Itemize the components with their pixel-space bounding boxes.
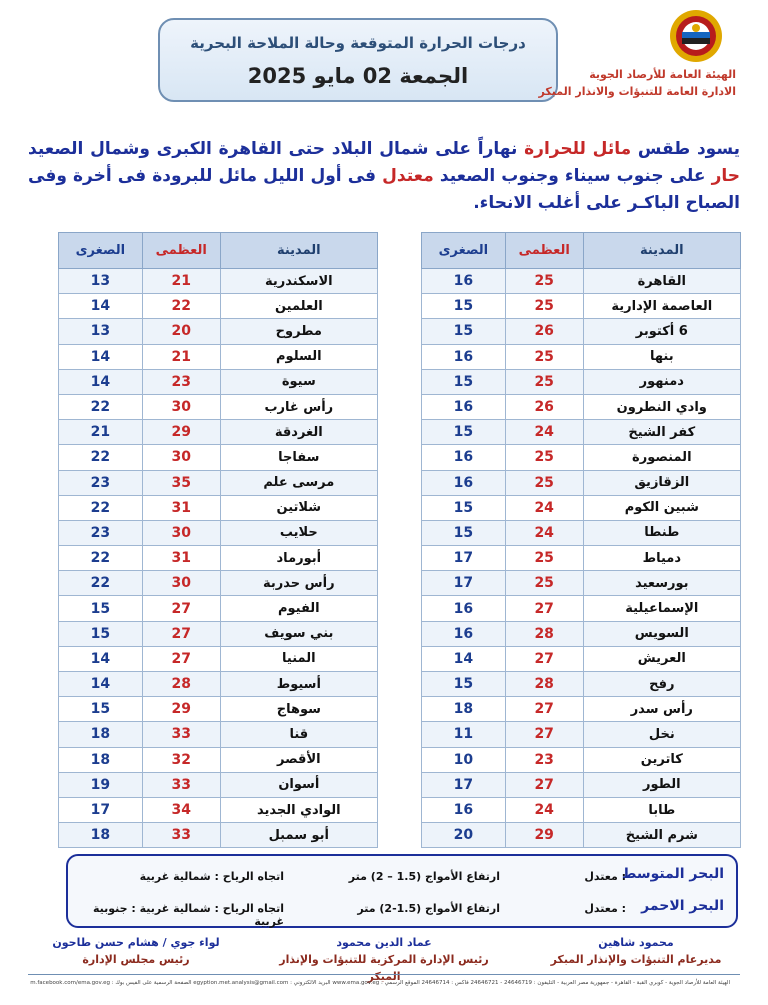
city-cell: العلمين [220,294,377,319]
min-temp-cell: 16 [422,394,506,419]
max-temp-cell: 21 [142,269,220,294]
max-temp-cell: 27 [142,646,220,671]
table-row [422,772,741,797]
min-temp-cell: 21 [59,420,143,445]
bulletin-title: درجات الحرارة المتوقعة وحالة الملاحة البحرية [190,34,526,52]
table-row [59,445,378,470]
city-cell: مطروح [220,319,377,344]
table-row [422,571,741,596]
city-cell: الطور [583,772,740,797]
temperature-table-left [58,232,378,848]
table-row [422,596,741,621]
sea-state-mediterranean: : معتدل [584,870,626,883]
city-cell: رأس غارب [220,394,377,419]
city-cell: سيوة [220,369,377,394]
signature-name: محمود شاهين [598,936,674,949]
min-temp-cell: 14 [59,344,143,369]
max-temp-cell: 23 [505,747,583,772]
city-cell: الاسكندرية [220,269,377,294]
table-row [59,747,378,772]
city-cell: العريش [583,646,740,671]
city-cell: الفيوم [220,596,377,621]
forecast-text-2: نهاراً على شمال البلاد حتى القاهرة الكبرى وشمال الصعيد [28,139,525,159]
city-cell: نخل [583,722,740,747]
city-cell: سوهاج [220,697,377,722]
min-temp-cell: 22 [59,546,143,571]
table-row [59,596,378,621]
table-row [422,672,741,697]
min-temp-cell: 18 [422,697,506,722]
footer-divider [28,974,740,975]
city-cell: بني سويف [220,621,377,646]
forecast-highlight-moderate: معتدل [382,166,434,186]
min-temp-cell: 15 [422,369,506,394]
min-temp-cell: 11 [422,722,506,747]
min-temp-cell: 16 [422,470,506,495]
min-temp-cell: 13 [59,319,143,344]
city-cell: أسوان [220,772,377,797]
table-row [59,269,378,294]
city-cell: المنيا [220,646,377,671]
max-temp-cell: 29 [142,420,220,445]
min-temp-cell: 14 [59,369,143,394]
city-cell: مرسى علم [220,470,377,495]
table-row [59,420,378,445]
max-temp-cell: 24 [505,520,583,545]
min-temp-cell: 18 [59,722,143,747]
min-temp-cell: 22 [59,495,143,520]
table-row [422,697,741,722]
forecast-text-1: يسود طقس [631,139,741,159]
forecast-paragraph [28,136,740,217]
table-row [422,294,741,319]
max-temp-cell: 25 [505,269,583,294]
max-temp-cell: 35 [142,470,220,495]
max-temp-cell: 27 [505,646,583,671]
max-temp-cell: 25 [505,571,583,596]
max-temp-cell: 31 [142,495,220,520]
sea-row-red-sea [68,894,736,928]
city-cell: 6 أكتوبر [583,319,740,344]
city-cell: الأقصر [220,747,377,772]
table-header-row [422,233,741,269]
max-temp-cell: 32 [142,747,220,772]
signature-name: عماد الدين محمود [336,936,432,949]
sea-state-red-sea: : معتدل [584,902,626,915]
forecast-text-3: على جنوب سيناء وجنوب الصعيد [433,166,712,186]
column-header-max: العظمى [505,233,583,269]
wind-direction-mediterranean: اتجاه الرياح : شمالية غربية [139,870,284,883]
max-temp-cell: 31 [142,546,220,571]
max-temp-cell: 24 [505,420,583,445]
city-cell: حلايب [220,520,377,545]
min-temp-cell: 15 [422,420,506,445]
column-header-min: الصغرى [422,233,506,269]
min-temp-cell: 19 [59,772,143,797]
city-cell: الوادي الجديد [220,797,377,822]
table-row [422,394,741,419]
table-row [59,571,378,596]
signature-central-director [264,934,504,985]
city-cell: السلوم [220,344,377,369]
signature-forecast-director [526,934,746,968]
min-temp-cell: 17 [422,546,506,571]
table-body-left [59,269,378,848]
min-temp-cell: 20 [422,823,506,848]
table-row [59,797,378,822]
table-row [422,470,741,495]
sea-state-box [66,854,738,928]
city-cell: العاصمة الإدارية [583,294,740,319]
column-header-max: العظمى [142,233,220,269]
table-row [422,621,741,646]
bulletin-date: الجمعة 02 مايو 2025 [247,64,469,88]
max-temp-cell: 34 [142,797,220,822]
table-row [59,823,378,848]
table-body-right [422,269,741,848]
table-row [59,546,378,571]
max-temp-cell: 25 [505,546,583,571]
table-row [422,722,741,747]
wave-height-mediterranean: ارتفاع الأمواج (1.5 – 2) متر [348,870,500,883]
city-cell: طنطا [583,520,740,545]
min-temp-cell: 13 [59,269,143,294]
min-temp-cell: 16 [422,621,506,646]
max-temp-cell: 25 [505,344,583,369]
max-temp-cell: 28 [505,621,583,646]
table-row [422,445,741,470]
city-cell: شلاتين [220,495,377,520]
max-temp-cell: 29 [505,823,583,848]
min-temp-cell: 23 [59,470,143,495]
column-header-city: المدينة [583,233,740,269]
table-row [59,772,378,797]
max-temp-cell: 27 [505,722,583,747]
forecast-highlight-warm: مائل للحرارة [524,139,632,159]
min-temp-cell: 16 [422,797,506,822]
max-temp-cell: 25 [505,445,583,470]
sea-row-mediterranean [68,862,736,892]
city-cell: بورسعيد [583,571,740,596]
max-temp-cell: 27 [505,697,583,722]
max-temp-cell: 26 [505,394,583,419]
table-row [422,369,741,394]
wave-height-red-sea: ارتفاع الأمواج (1.5-2) متر [357,902,500,915]
min-temp-cell: 15 [422,495,506,520]
table-row [59,369,378,394]
max-temp-cell: 24 [505,495,583,520]
max-temp-cell: 28 [142,672,220,697]
signature-role: رئيس الإدارة المركزية للتنبؤات والإنذار المبكر [279,953,489,983]
table-row [59,722,378,747]
city-cell: الإسماعيلية [583,596,740,621]
signature-role: رئيس مجلس الإدارة [82,953,190,966]
city-cell: الغردقة [220,420,377,445]
max-temp-cell: 26 [505,319,583,344]
max-temp-cell: 30 [142,445,220,470]
city-cell: رأس حدربة [220,571,377,596]
title-box [158,18,558,102]
max-temp-cell: 27 [142,596,220,621]
min-temp-cell: 22 [59,571,143,596]
min-temp-cell: 10 [422,747,506,772]
min-temp-cell: 14 [59,672,143,697]
org-department: الادارة العامة للتنبؤات والانذار المبكر [538,85,736,98]
city-cell: المنصورة [583,445,740,470]
signature-name: لواء جوي / هشام حسن طاحون [52,936,220,949]
signature-role: مديرعام التنبؤات والإنذار المبكر [550,953,722,966]
table-row [422,520,741,545]
min-temp-cell: 14 [59,294,143,319]
column-header-min: الصغرى [59,233,143,269]
min-temp-cell: 15 [59,621,143,646]
city-cell: الزقازيق [583,470,740,495]
min-temp-cell: 15 [422,294,506,319]
min-temp-cell: 23 [59,520,143,545]
min-temp-cell: 18 [59,747,143,772]
forecast-text-4: فى أول الليل مائل للبرودة فى أخرة وفى الصباح الباكـر على أغلب الانحاء. [28,166,740,213]
city-cell: طابا [583,797,740,822]
min-temp-cell: 18 [59,823,143,848]
max-temp-cell: 27 [142,621,220,646]
min-temp-cell: 15 [59,697,143,722]
table-row [59,697,378,722]
city-cell: وادي النطرون [583,394,740,419]
max-temp-cell: 33 [142,722,220,747]
table-row [422,420,741,445]
table-row [59,520,378,545]
table-row [422,823,741,848]
min-temp-cell: 15 [422,520,506,545]
table-row [59,495,378,520]
sea-name-red-sea: البحر الاحمر [641,898,724,914]
table-row [59,319,378,344]
table-row [422,269,741,294]
city-cell: سفاجا [220,445,377,470]
min-temp-cell: 14 [59,646,143,671]
city-cell: أسيوط [220,672,377,697]
table-row [422,646,741,671]
city-cell: بنها [583,344,740,369]
egyptian-meteorological-authority-logo-icon [668,8,724,64]
table-row [422,319,741,344]
city-cell: قنا [220,722,377,747]
min-temp-cell: 16 [422,445,506,470]
max-temp-cell: 20 [142,319,220,344]
max-temp-cell: 28 [505,672,583,697]
city-cell: كفر الشيخ [583,420,740,445]
city-cell: دمنهور [583,369,740,394]
wind-direction-red-sea: اتجاه الرياح : شمالية غربية : جنوبية غربية [92,902,284,928]
max-temp-cell: 30 [142,520,220,545]
min-temp-cell: 22 [59,445,143,470]
max-temp-cell: 25 [505,470,583,495]
min-temp-cell: 17 [422,571,506,596]
table-row [422,344,741,369]
min-temp-cell: 16 [422,269,506,294]
max-temp-cell: 25 [505,294,583,319]
table-row [59,646,378,671]
city-cell: شبين الكوم [583,495,740,520]
table-row [59,470,378,495]
table-row [422,747,741,772]
city-cell: أبو سمبل [220,823,377,848]
min-temp-cell: 15 [422,672,506,697]
city-cell: رأس سدر [583,697,740,722]
forecast-highlight-hot: حار [711,166,740,186]
max-temp-cell: 22 [142,294,220,319]
min-temp-cell: 22 [59,394,143,419]
table-row [59,394,378,419]
max-temp-cell: 27 [505,772,583,797]
city-cell: القاهرة [583,269,740,294]
table-row [59,294,378,319]
min-temp-cell: 14 [422,646,506,671]
max-temp-cell: 23 [142,369,220,394]
city-cell: السويس [583,621,740,646]
max-temp-cell: 24 [505,797,583,822]
table-row [422,546,741,571]
temperature-table-right [421,232,741,848]
max-temp-cell: 33 [142,823,220,848]
min-temp-cell: 16 [422,344,506,369]
min-temp-cell: 17 [422,772,506,797]
city-cell: رفح [583,672,740,697]
table-header-row [59,233,378,269]
max-temp-cell: 21 [142,344,220,369]
city-cell: دمياط [583,546,740,571]
table-row [422,495,741,520]
table-row [59,672,378,697]
min-temp-cell: 16 [422,596,506,621]
max-temp-cell: 30 [142,394,220,419]
column-header-city: المدينة [220,233,377,269]
min-temp-cell: 17 [59,797,143,822]
min-temp-cell: 15 [422,319,506,344]
max-temp-cell: 33 [142,772,220,797]
city-cell: أبورماد [220,546,377,571]
city-cell: شرم الشيخ [583,823,740,848]
max-temp-cell: 30 [142,571,220,596]
city-cell: كاترين [583,747,740,772]
max-temp-cell: 29 [142,697,220,722]
signature-chairman [46,934,226,968]
min-temp-cell: 15 [59,596,143,621]
max-temp-cell: 25 [505,369,583,394]
max-temp-cell: 27 [505,596,583,621]
footer-contact-info: الهيئة العامة للأرصاد الجوية - كوبري القبة - القاهرة - جمهورية مصر العربية - التليفون : 24646719 - 24646721 فاكس : 24646714 الموقع الرسمي : www.ema.gov.eg البريد الالكتروني : egyption.met.analysis@gmail.com الصفحة الرسمية على الفيس بوك : m.facebook.com/ema.gov.eg [30,980,730,986]
table-row [59,621,378,646]
table-row [59,344,378,369]
sea-name-mediterranean: البحر المتوسط [621,866,724,882]
org-name: الهيئة العامة للأرصاد الجوية [589,68,736,81]
table-row [422,797,741,822]
